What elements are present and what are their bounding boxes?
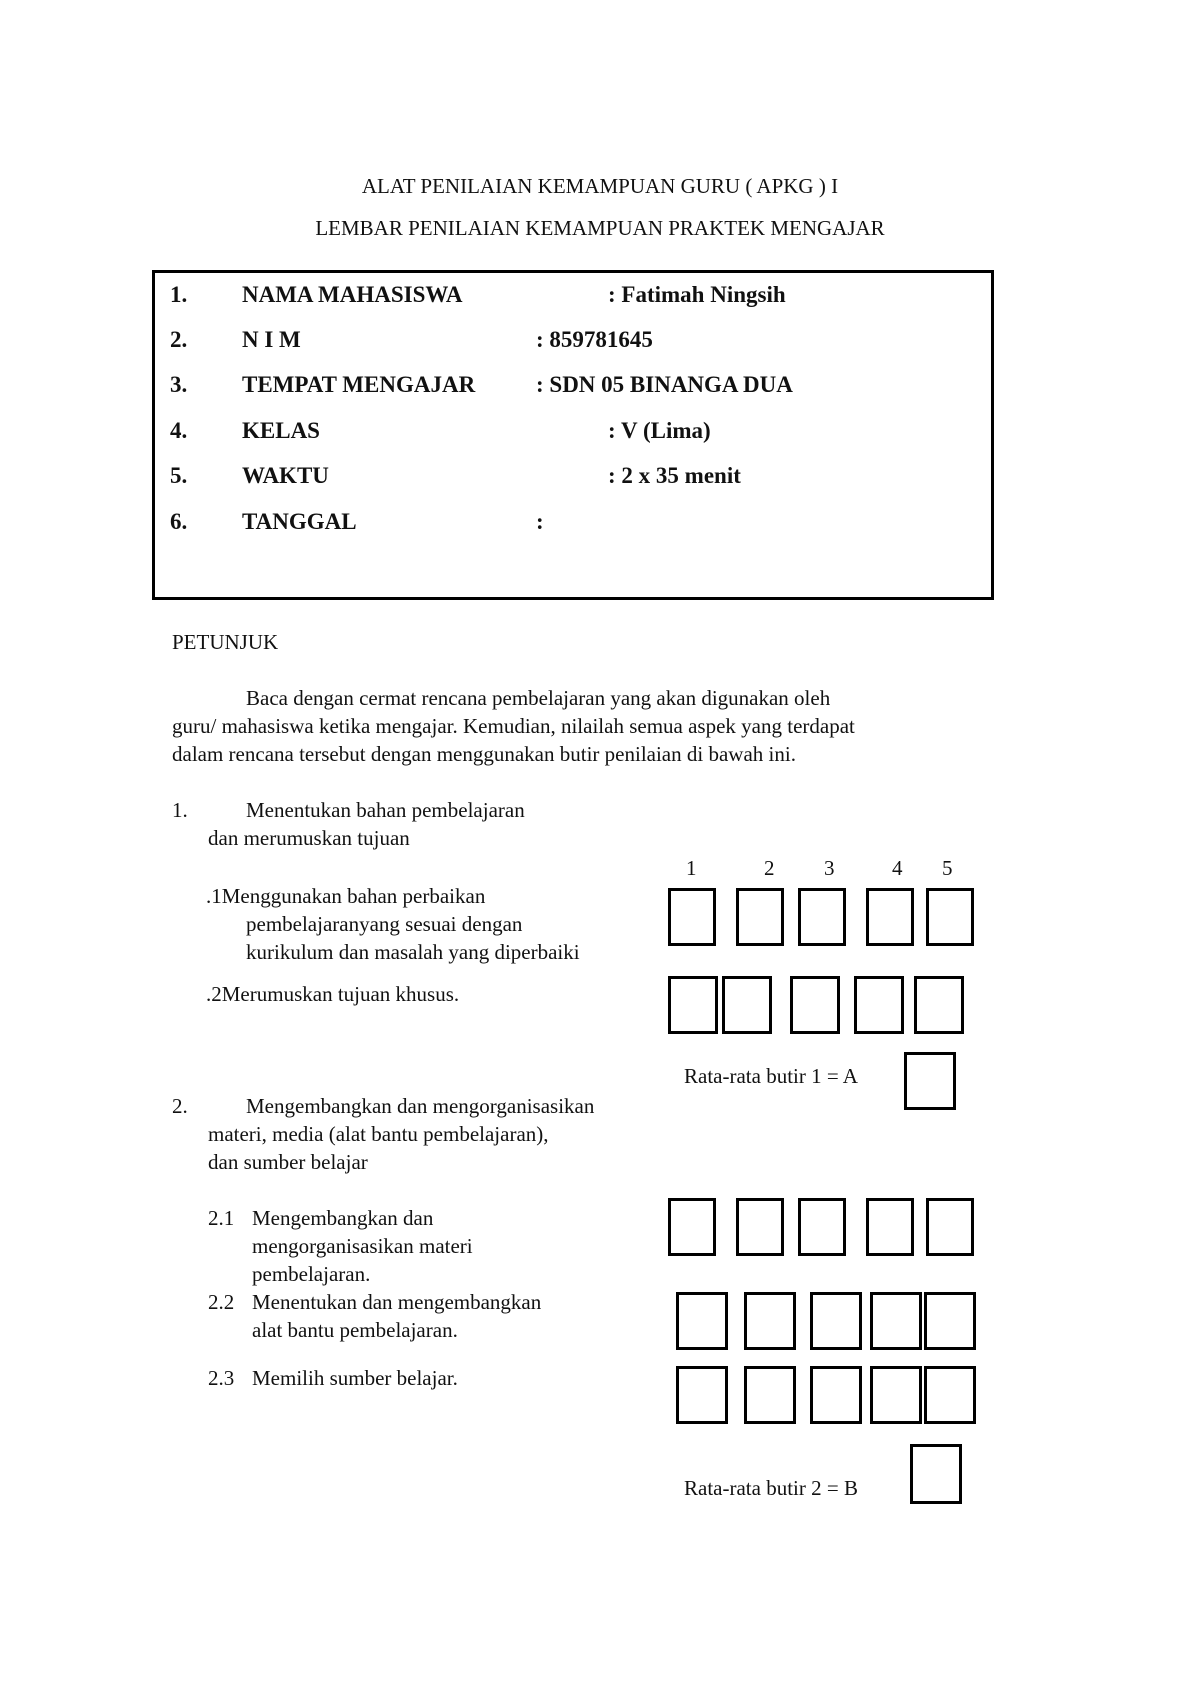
item-2-3-text: Memilih sumber belajar.	[252, 1366, 458, 1390]
score-box-1-1-2[interactable]	[736, 888, 784, 946]
score-box-1-2-2[interactable]	[722, 976, 772, 1034]
item-1-1-text: kurikulum dan masalah yang diperbaiki	[246, 940, 580, 964]
identity-value-nim: : 859781645	[536, 327, 653, 352]
score-box-1-1-1[interactable]	[668, 888, 716, 946]
score-box-2-1-3[interactable]	[798, 1198, 846, 1256]
identity-value-tempat: : SDN 05 BINANGA DUA	[536, 372, 793, 397]
item-1-2-text: .2Merumuskan tujuan khusus.	[206, 982, 460, 1006]
identity-value-tanggal: :	[536, 509, 544, 534]
scale-number: 3	[824, 856, 835, 880]
section1-number: 1.	[172, 798, 188, 822]
item-2-1-number: 2.1	[208, 1206, 235, 1230]
item-2-1-text: mengorganisasikan materi	[252, 1234, 473, 1258]
score-box-1-2-4[interactable]	[854, 976, 904, 1034]
document-title: ALAT PENILAIAN KEMAMPUAN GURU ( APKG ) I	[361, 174, 839, 198]
score-box-1-2-3[interactable]	[790, 976, 840, 1034]
score-box-2-3-5[interactable]	[924, 1366, 976, 1424]
identity-num: 4.	[170, 418, 188, 443]
scale-number: 2	[764, 856, 775, 880]
score-box-2-2-2[interactable]	[744, 1292, 796, 1350]
identity-label-kelas: KELAS	[242, 418, 320, 443]
petunjuk-line: Baca dengan cermat rencana pembelajaran yang akan digunakan oleh	[246, 686, 831, 710]
identity-num: 5.	[170, 463, 188, 488]
petunjuk-line: guru/ mahasiswa ketika mengajar. Kemudian, nilailah semua aspek yang terdapat	[172, 714, 855, 738]
average-box-2[interactable]	[910, 1444, 962, 1504]
identity-label-nama: NAMA MAHASISWA	[242, 282, 463, 307]
score-box-2-2-1[interactable]	[676, 1292, 728, 1350]
average-box-1[interactable]	[904, 1052, 956, 1110]
item-1-1-text: pembelajaranyang sesuai dengan	[246, 912, 523, 936]
item-2-1-text: Mengembangkan dan	[252, 1206, 434, 1230]
score-box-1-2-1[interactable]	[668, 976, 718, 1034]
document-subtitle: LEMBAR PENILAIAN KEMAMPUAN PRAKTEK MENGAJAR	[315, 216, 885, 240]
petunjuk-heading: PETUNJUK	[172, 630, 279, 654]
score-box-2-2-3[interactable]	[810, 1292, 862, 1350]
score-box-1-1-5[interactable]	[926, 888, 974, 946]
average-label-1: Rata-rata butir 1 = A	[684, 1064, 858, 1088]
score-box-2-3-4[interactable]	[870, 1366, 922, 1424]
section1-title: Menentukan bahan pembelajaran	[246, 798, 525, 822]
section2-title: Mengembangkan dan mengorganisasikan	[246, 1094, 595, 1118]
score-box-2-1-4[interactable]	[866, 1198, 914, 1256]
score-box-2-1-1[interactable]	[668, 1198, 716, 1256]
item-2-1-text: pembelajaran.	[252, 1262, 371, 1286]
score-box-2-3-1[interactable]	[676, 1366, 728, 1424]
item-2-2-text: alat bantu pembelajaran.	[252, 1318, 458, 1342]
score-box-1-1-3[interactable]	[798, 888, 846, 946]
score-box-1-1-4[interactable]	[866, 888, 914, 946]
identity-label-nim: N I M	[242, 327, 301, 352]
section2-number: 2.	[172, 1094, 188, 1118]
petunjuk-line: dalam rencana tersebut dengan menggunakan butir penilaian di bawah ini.	[172, 742, 796, 766]
scale-number: 4	[892, 856, 903, 880]
identity-num: 1.	[170, 282, 188, 307]
identity-value-kelas: : V (Lima)	[608, 418, 711, 443]
identity-value-nama: : Fatimah Ningsih	[608, 282, 786, 307]
score-box-1-2-5[interactable]	[914, 976, 964, 1034]
section2-title: materi, media (alat bantu pembelajaran),	[208, 1122, 549, 1146]
scale-number: 1	[686, 856, 697, 880]
score-box-2-1-2[interactable]	[736, 1198, 784, 1256]
identity-num: 2.	[170, 327, 188, 352]
item-1-1-text: .1Menggunakan bahan perbaikan	[206, 884, 486, 908]
score-box-2-1-5[interactable]	[926, 1198, 974, 1256]
item-2-3-number: 2.3	[208, 1366, 235, 1390]
score-box-2-3-2[interactable]	[744, 1366, 796, 1424]
identity-value-waktu: : 2 x 35 menit	[608, 463, 741, 488]
score-box-2-2-4[interactable]	[870, 1292, 922, 1350]
average-label-2: Rata-rata butir 2 = B	[684, 1476, 858, 1500]
identity-num: 6.	[170, 509, 188, 534]
score-box-2-3-3[interactable]	[810, 1366, 862, 1424]
item-2-2-text: Menentukan dan mengembangkan	[252, 1290, 542, 1314]
scale-number: 5	[942, 856, 953, 880]
section1-title: dan merumuskan tujuan	[208, 826, 410, 850]
identity-label-waktu: WAKTU	[242, 463, 329, 488]
identity-label-tanggal: TANGGAL	[242, 509, 357, 534]
item-2-2-number: 2.2	[208, 1290, 235, 1314]
score-box-2-2-5[interactable]	[924, 1292, 976, 1350]
identity-label-tempat: TEMPAT MENGAJAR	[242, 372, 476, 397]
identity-num: 3.	[170, 372, 188, 397]
section2-title: dan sumber belajar	[208, 1150, 368, 1174]
